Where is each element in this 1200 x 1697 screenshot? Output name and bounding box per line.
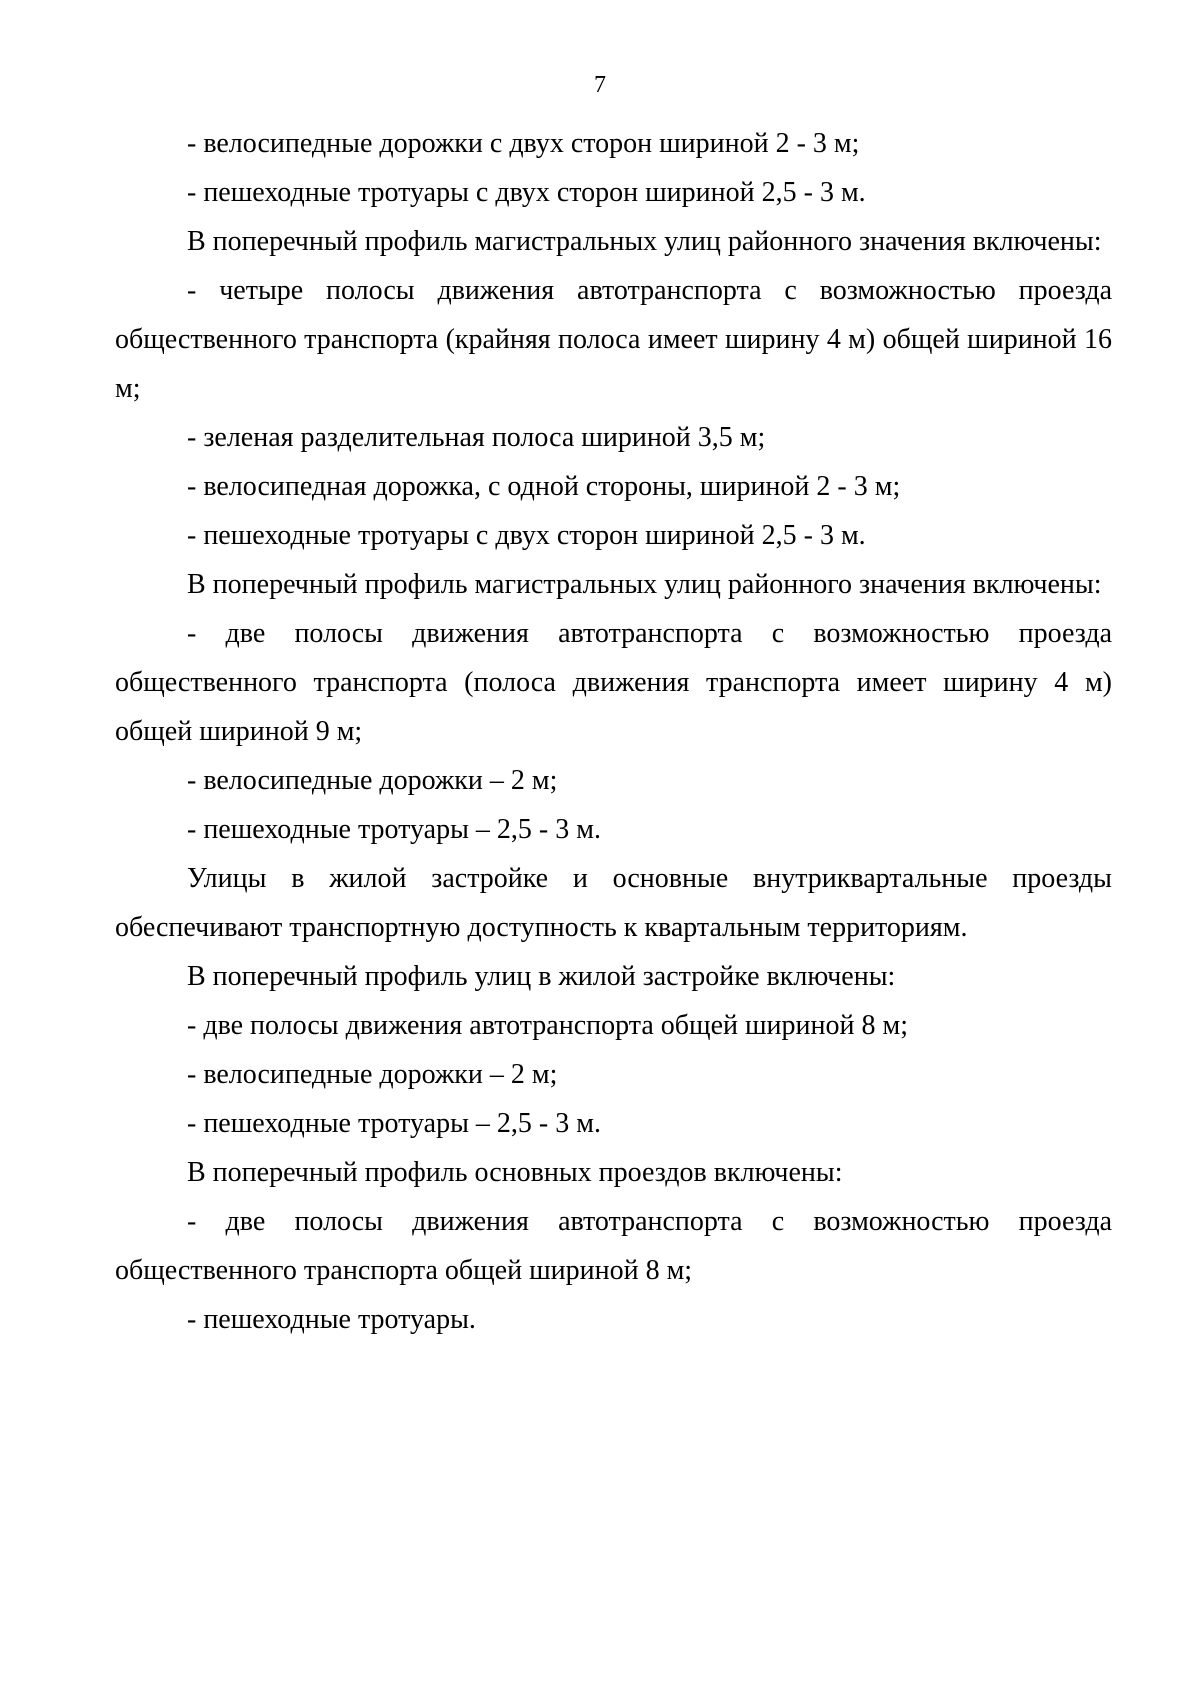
document-body (115, 119, 1112, 1344)
paragraph: - две полосы движения автотранспорта общей шириной 8 м; (187, 1010, 908, 1041)
paragraph: Улицы в жилой застройке и основные внутриквартальные проезды обеспечивают транспортную доступность к квартальным территориям. (115, 863, 1112, 943)
paragraph: В поперечный профиль магистральных улиц районного значения включены: (187, 226, 1102, 257)
paragraph: - две полосы движения автотранспорта с возможностью проезда общественного транспорта общей шириной 8 м; (115, 1206, 1112, 1286)
paragraph: - пешеходные тротуары – 2,5 - 3 м. (187, 814, 601, 845)
paragraph: - пешеходные тротуары. (187, 1304, 476, 1335)
page-number: 7 (594, 72, 606, 98)
paragraph: - пешеходные тротуары с двух сторон шириной 2,5 - 3 м. (187, 520, 866, 551)
paragraph: - пешеходные тротуары с двух сторон шириной 2,5 - 3 м. (187, 177, 866, 208)
paragraph: В поперечный профиль улиц в жилой застройке включены: (187, 961, 896, 992)
paragraph: - пешеходные тротуары – 2,5 - 3 м. (187, 1108, 601, 1139)
paragraph: - зеленая разделительная полоса шириной 3,5 м; (187, 422, 766, 453)
paragraph: - две полосы движения автотранспорта с возможностью проезда общественного транспорта (полоса движения транспорта имеет ширину 4 м) общей шириной 9 м; (115, 618, 1112, 747)
paragraph: В поперечный профиль основных проездов включены: (187, 1157, 843, 1188)
paragraph: - велосипедные дорожки с двух сторон шириной 2 - 3 м; (187, 128, 860, 159)
paragraph: - велосипедные дорожки – 2 м; (187, 1059, 558, 1090)
paragraph: - велосипедная дорожка, с одной стороны, шириной 2 - 3 м; (187, 471, 901, 502)
paragraph: - велосипедные дорожки – 2 м; (187, 765, 558, 796)
paragraph: - четыре полосы движения автотранспорта с возможностью проезда общественного транспорта (крайняя полоса имеет ширину 4 м) общей шириной 16 м; (115, 275, 1112, 404)
paragraph: В поперечный профиль магистральных улиц районного значения включены: (187, 569, 1102, 600)
